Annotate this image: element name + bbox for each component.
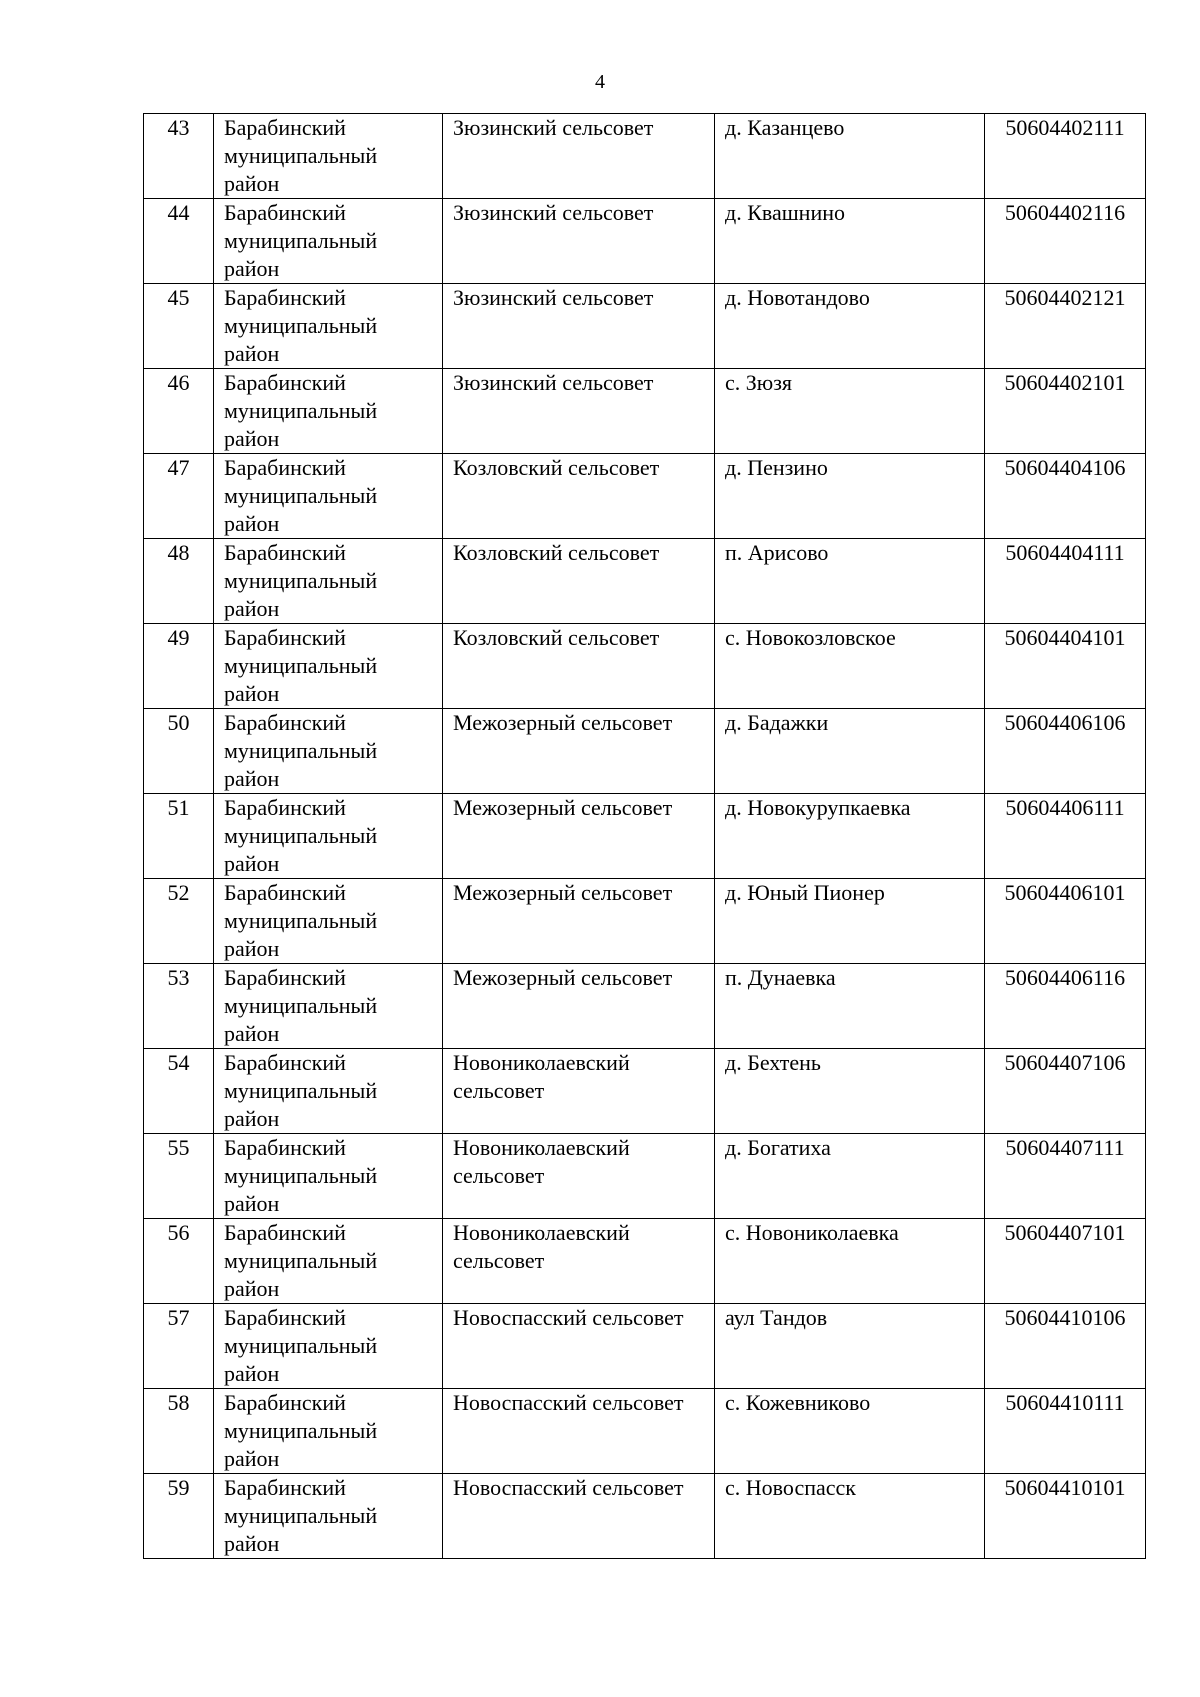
council-cell: Козловский сельсовет — [443, 454, 715, 539]
council-cell: Новоспасский сельсовет — [443, 1389, 715, 1474]
locality-cell: д. Квашнино — [715, 199, 985, 284]
locality-cell: д. Новотандово — [715, 284, 985, 369]
row-number: 47 — [144, 454, 214, 539]
council-cell: Межозерный сельсовет — [443, 964, 715, 1049]
locality-cell: с. Новониколаевка — [715, 1219, 985, 1304]
district-cell: Барабинский муниципальный район — [214, 709, 443, 794]
oktmo-code-cell: 50604406101 — [985, 879, 1146, 964]
oktmo-code-cell: 50604404111 — [985, 539, 1146, 624]
council-cell: Новониколаевский сельсовет — [443, 1219, 715, 1304]
oktmo-code-cell: 50604404101 — [985, 624, 1146, 709]
district-cell: Барабинский муниципальный район — [214, 199, 443, 284]
oktmo-code-cell: 50604404106 — [985, 454, 1146, 539]
table-row — [144, 709, 1146, 794]
row-number: 48 — [144, 539, 214, 624]
table-row — [144, 1049, 1146, 1134]
locality-cell: д. Новокурупкаевка — [715, 794, 985, 879]
locality-cell: п. Арисово — [715, 539, 985, 624]
row-number: 45 — [144, 284, 214, 369]
district-cell: Барабинский муниципальный район — [214, 964, 443, 1049]
oktmo-code-cell: 50604407101 — [985, 1219, 1146, 1304]
locality-cell: д. Бадажки — [715, 709, 985, 794]
locality-cell: с. Зюзя — [715, 369, 985, 454]
locality-cell: д. Казанцево — [715, 114, 985, 199]
district-cell: Барабинский муниципальный район — [214, 1389, 443, 1474]
table-row — [144, 369, 1146, 454]
row-number: 58 — [144, 1389, 214, 1474]
table-row — [144, 539, 1146, 624]
settlements-table — [143, 113, 1146, 1559]
council-cell: Козловский сельсовет — [443, 624, 715, 709]
table-row — [144, 624, 1146, 709]
district-cell: Барабинский муниципальный район — [214, 539, 443, 624]
row-number: 54 — [144, 1049, 214, 1134]
oktmo-code-cell: 50604402101 — [985, 369, 1146, 454]
council-cell: Зюзинский сельсовет — [443, 369, 715, 454]
row-number: 46 — [144, 369, 214, 454]
district-cell: Барабинский муниципальный район — [214, 879, 443, 964]
row-number: 57 — [144, 1304, 214, 1389]
row-number: 43 — [144, 114, 214, 199]
oktmo-code-cell: 50604410106 — [985, 1304, 1146, 1389]
settlements-table-body — [144, 114, 1146, 1559]
row-number: 59 — [144, 1474, 214, 1559]
oktmo-code-cell: 50604402121 — [985, 284, 1146, 369]
locality-cell: п. Дунаевка — [715, 964, 985, 1049]
row-number: 56 — [144, 1219, 214, 1304]
district-cell: Барабинский муниципальный район — [214, 1304, 443, 1389]
table-row — [144, 284, 1146, 369]
table-row — [144, 1389, 1146, 1474]
oktmo-code-cell: 50604406116 — [985, 964, 1146, 1049]
council-cell: Козловский сельсовет — [443, 539, 715, 624]
table-row — [144, 199, 1146, 284]
table-row — [144, 114, 1146, 199]
locality-cell: аул Тандов — [715, 1304, 985, 1389]
row-number: 44 — [144, 199, 214, 284]
district-cell: Барабинский муниципальный район — [214, 369, 443, 454]
row-number: 55 — [144, 1134, 214, 1219]
oktmo-code-cell: 50604402116 — [985, 199, 1146, 284]
council-cell: Зюзинский сельсовет — [443, 199, 715, 284]
table-row — [144, 1474, 1146, 1559]
district-cell: Барабинский муниципальный район — [214, 1049, 443, 1134]
locality-cell: д. Богатиха — [715, 1134, 985, 1219]
district-cell: Барабинский муниципальный район — [214, 1134, 443, 1219]
table-row — [144, 794, 1146, 879]
locality-cell: д. Пензино — [715, 454, 985, 539]
table-row — [144, 879, 1146, 964]
council-cell: Зюзинский сельсовет — [443, 284, 715, 369]
table-row — [144, 964, 1146, 1049]
council-cell: Межозерный сельсовет — [443, 794, 715, 879]
council-cell: Межозерный сельсовет — [443, 709, 715, 794]
council-cell: Новоспасский сельсовет — [443, 1474, 715, 1559]
oktmo-code-cell: 50604402111 — [985, 114, 1146, 199]
locality-cell: с. Кожевниково — [715, 1389, 985, 1474]
district-cell: Барабинский муниципальный район — [214, 454, 443, 539]
table-row — [144, 454, 1146, 539]
oktmo-code-cell: 50604410111 — [985, 1389, 1146, 1474]
oktmo-code-cell: 50604406106 — [985, 709, 1146, 794]
oktmo-code-cell: 50604407106 — [985, 1049, 1146, 1134]
oktmo-code-cell: 50604406111 — [985, 794, 1146, 879]
council-cell: Межозерный сельсовет — [443, 879, 715, 964]
district-cell: Барабинский муниципальный район — [214, 1474, 443, 1559]
district-cell: Барабинский муниципальный район — [214, 794, 443, 879]
locality-cell: д. Юный Пионер — [715, 879, 985, 964]
table-row — [144, 1219, 1146, 1304]
council-cell: Новоспасский сельсовет — [443, 1304, 715, 1389]
district-cell: Барабинский муниципальный район — [214, 114, 443, 199]
district-cell: Барабинский муниципальный район — [214, 1219, 443, 1304]
row-number: 50 — [144, 709, 214, 794]
district-cell: Барабинский муниципальный район — [214, 624, 443, 709]
oktmo-code-cell: 50604407111 — [985, 1134, 1146, 1219]
row-number: 53 — [144, 964, 214, 1049]
council-cell: Новониколаевский сельсовет — [443, 1049, 715, 1134]
oktmo-code-cell: 50604410101 — [985, 1474, 1146, 1559]
locality-cell: с. Новоспасск — [715, 1474, 985, 1559]
page-number: 4 — [595, 71, 605, 93]
district-cell: Барабинский муниципальный район — [214, 284, 443, 369]
row-number: 52 — [144, 879, 214, 964]
council-cell: Зюзинский сельсовет — [443, 114, 715, 199]
table-row — [144, 1134, 1146, 1219]
row-number: 49 — [144, 624, 214, 709]
table-row — [144, 1304, 1146, 1389]
row-number: 51 — [144, 794, 214, 879]
council-cell: Новониколаевский сельсовет — [443, 1134, 715, 1219]
locality-cell: с. Новокозловское — [715, 624, 985, 709]
locality-cell: д. Бехтень — [715, 1049, 985, 1134]
